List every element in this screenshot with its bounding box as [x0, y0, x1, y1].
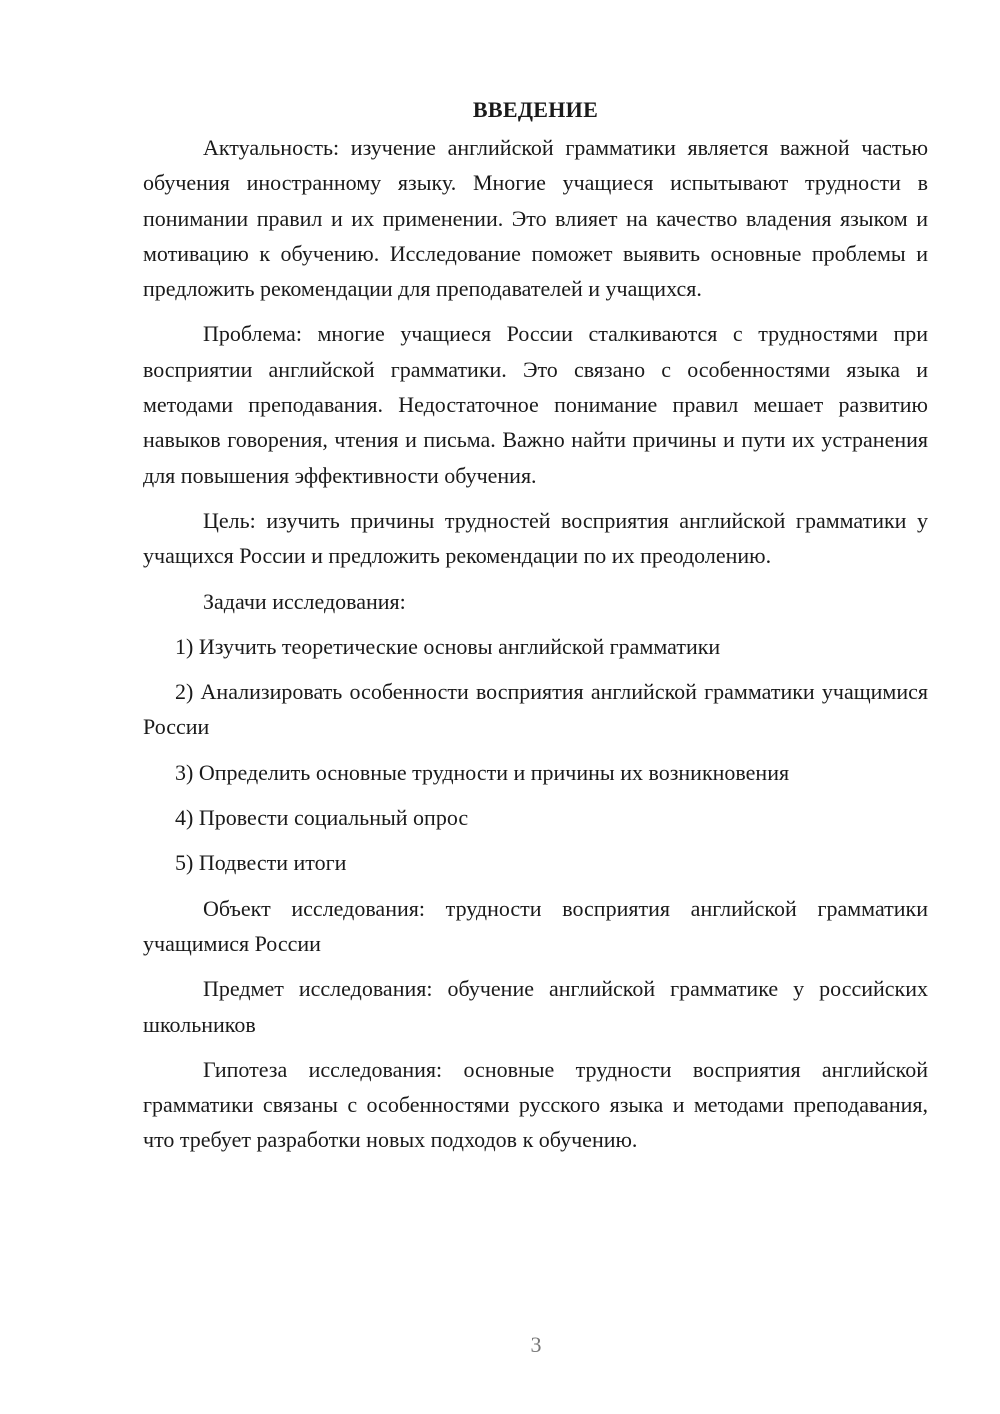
hypothesis-paragraph: Гипотеза исследования: основные трудности восприятия английской грамматики связаны с особенностями русского языка и методами преподавания, что требует разработки новых подходов к обучению.: [143, 1056, 928, 1153]
task-item-2: 2) Анализировать особенности восприятия английской грамматики учащимися России: [143, 679, 928, 740]
page-number: 3: [530, 1332, 542, 1357]
document-page: [143, 92, 928, 1168]
object-paragraph: Объект исследования: трудности восприятия английской грамматики учащимися России: [143, 895, 928, 956]
tasks-heading: Задачи исследования:: [203, 588, 406, 614]
task-item-1: 1) Изучить теоретические основы английской грамматики: [175, 633, 721, 659]
task-item-4: 4) Провести социальный опрос: [175, 805, 469, 831]
subject-paragraph: Предмет исследования: обучение английской грамматике у российских школьников: [143, 976, 928, 1037]
problem-paragraph: Проблема: многие учащиеся России сталкиваются с трудностями при восприятии английской грамматики. Это связано с особенностями языка и методами преподавания. Недостаточное понимание правил мешает развитию навыков говорения, чтения и письма. Важно найти причины и пути их устранения для повышения эффективности обучения.: [143, 321, 928, 488]
task-item-5: 5) Подвести итоги: [175, 850, 347, 876]
page-title: ВВЕДЕНИЕ: [472, 97, 599, 122]
goal-paragraph: Цель: изучить причины трудностей восприятия английской грамматики у учащихся России и предложить рекомендации по их преодолению.: [143, 507, 928, 569]
relevance-paragraph: Актуальность: изучение английской грамматики является важной частью обучения иностранному языку. Многие учащиеся испытывают трудности в понимании правил и их применении. Это влияет на качество владения языком и мотивацию к обучению. Исследование поможет выявить основные проблемы и предложить рекомендации для преподавателей и учащихся.: [143, 135, 928, 302]
task-item-3: 3) Определить основные трудности и причины их возникновения: [175, 759, 790, 785]
